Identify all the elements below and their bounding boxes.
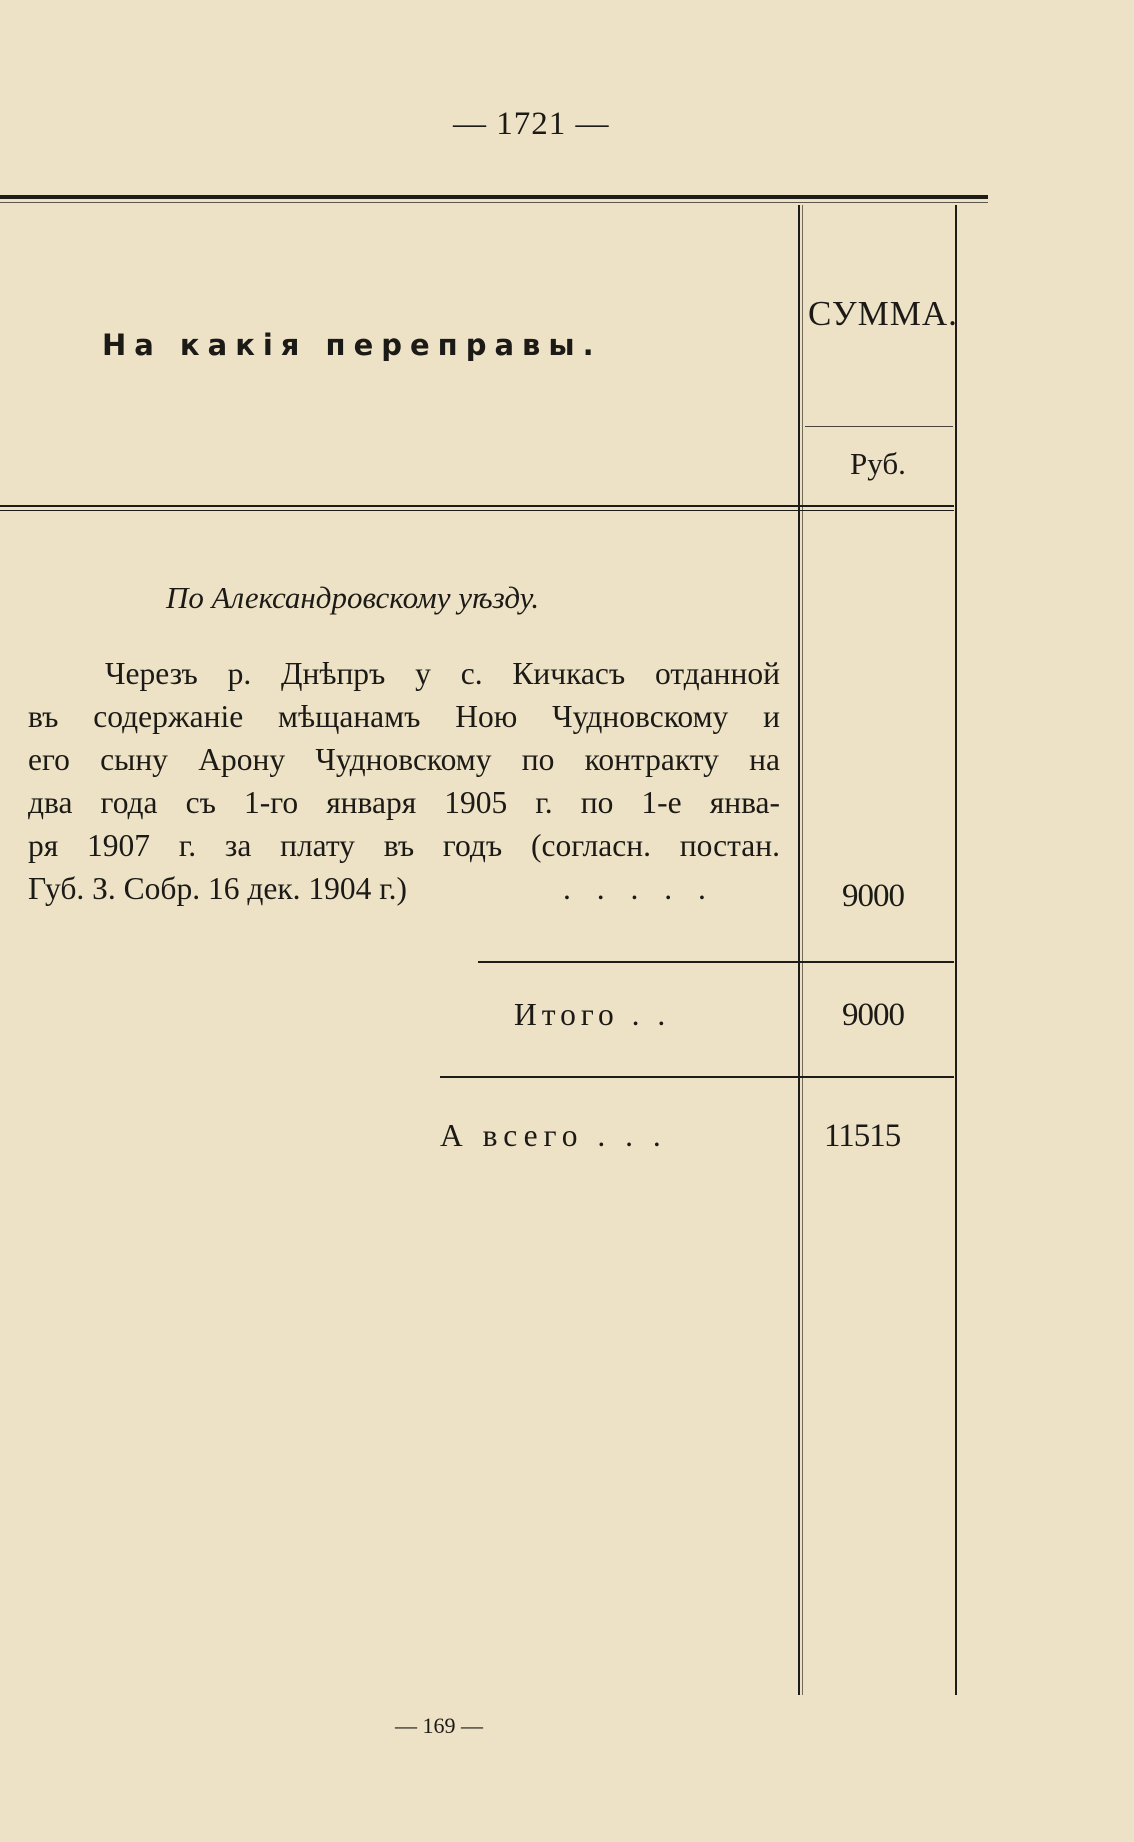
subtotal-rule [478,961,954,963]
section-title: По Александровскому уѣзду. [166,580,540,615]
column-divider-left [798,205,800,1695]
grand-total-amount: 11515 [824,1118,901,1154]
column-divider-left-inner [802,205,803,1695]
table-top-rule-thin [0,202,988,203]
column-header-sum: СУММА. [808,294,958,333]
column-header-unit: Руб. [850,446,906,481]
grand-total-rule [440,1076,954,1078]
page-number-bottom: — 169 — [395,1713,483,1738]
entry-dot-leader: . . . . . [563,871,715,906]
column-divider-right [955,205,957,1695]
column-header-crossings: На какія переправы. [102,328,602,362]
entry-amount: 9000 [842,878,904,914]
header-unit-rule [805,426,953,427]
subtotal-amount: 9000 [842,997,904,1033]
entry-text-line: ря 1907 г. за плату въ годъ (согласн. постан. [28,828,780,863]
entry-text-line: его сыну Арону Чудновскому по контракту на [28,742,780,777]
header-bottom-rule-2 [0,510,954,511]
entry-text-line: Губ. З. Собр. 16 дек. 1904 г.) [28,871,407,906]
entry-text-line: Черезъ р. Днѣпръ у с. Кичкасъ отданной [105,656,780,691]
header-bottom-rule [0,505,954,507]
entry-text-line: въ содержаніе мѣщанамъ Ною Чудновскому и [28,699,780,734]
entry-text-line: два года съ 1-го января 1905 г. по 1-е янва- [28,785,780,820]
grand-total-label: А всего . . . [440,1118,667,1153]
page-number-top: — 1721 — [453,106,610,142]
subtotal-label: Итого . . [514,997,671,1032]
table-top-rule [0,195,988,199]
